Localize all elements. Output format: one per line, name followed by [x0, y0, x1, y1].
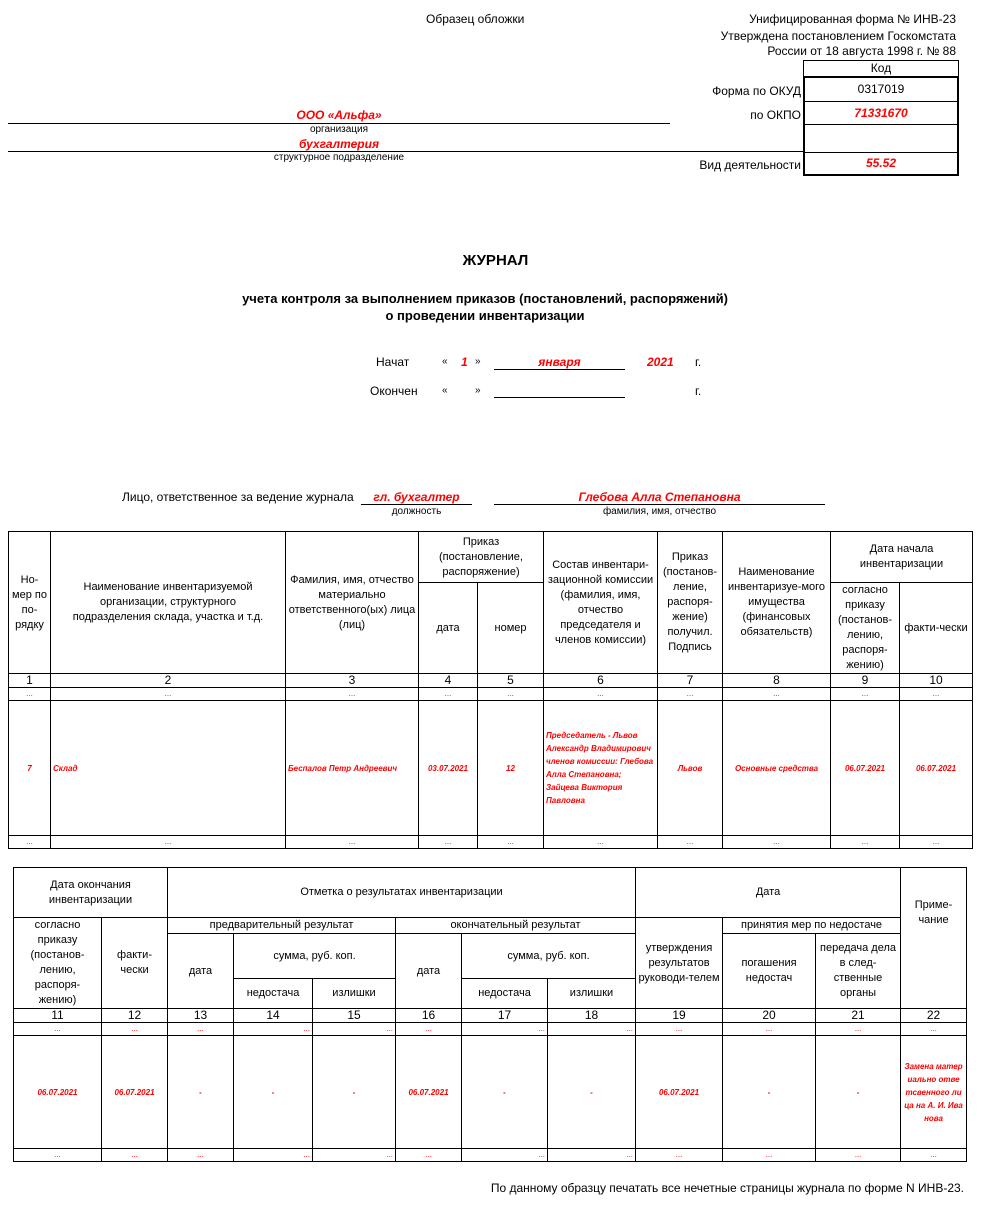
organization-caption: организация	[309, 124, 369, 135]
ellipsis-cell: ...	[462, 1023, 548, 1036]
ellipsis-cell: ...	[544, 836, 658, 849]
row-organization: Склад	[51, 701, 286, 836]
ellipsis-row	[9, 688, 973, 701]
header-c15: излишки	[313, 979, 396, 1009]
responsible-position: гл. бухгалтер	[373, 490, 460, 504]
ellipsis-cell: ...	[462, 1149, 548, 1162]
col-number: 22	[901, 1009, 967, 1023]
ellipsis-cell: ...	[313, 1023, 396, 1036]
header-c14: недостача	[234, 979, 313, 1009]
col-number: 16	[396, 1009, 462, 1023]
col-number: 17	[462, 1009, 548, 1023]
close-quote-end: »	[475, 385, 481, 396]
ellipsis-cell: ...	[286, 688, 419, 701]
activity-value: 55.52	[865, 156, 897, 170]
open-quote: «	[442, 356, 448, 367]
ellipsis-cell: ...	[636, 1023, 723, 1036]
row-responsible-person: Беспалов Петр Андреевич	[286, 701, 419, 836]
header-c22: Приме-чание	[901, 868, 967, 1009]
ellipsis-cell: ...	[14, 1149, 102, 1162]
responsible-name: Глебова Алла Степановна	[578, 490, 741, 504]
row-prelim-shortage: -	[234, 1036, 313, 1149]
header-c4: дата	[419, 583, 478, 674]
col-number: 9	[831, 674, 900, 688]
code-header: Код	[803, 60, 959, 77]
header-c16: дата	[396, 934, 462, 1009]
position-underline	[361, 504, 472, 505]
ellipsis-cell: ...	[831, 836, 900, 849]
ellipsis-cell: ...	[51, 688, 286, 701]
name-underline	[494, 504, 825, 505]
position-caption: должность	[391, 506, 442, 517]
row-approval-date: 06.07.2021	[636, 1036, 723, 1149]
open-quote-end: «	[442, 385, 448, 396]
start-year: 2021	[647, 355, 674, 369]
ellipsis-cell: ...	[900, 836, 973, 849]
header-sum-prelim: сумма, руб. коп.	[234, 934, 396, 979]
header-c18: излишки	[548, 979, 636, 1009]
header-c2: Наименование инвентаризуемой организации, структурного подразделения склада, участка и т.д.	[51, 532, 286, 674]
ellipsis-cell: ...	[168, 1023, 234, 1036]
col-number: 14	[234, 1009, 313, 1023]
ellipsis-row	[14, 1023, 967, 1036]
approved-line-2: России от 18 августа 1998 г. № 88	[767, 44, 956, 58]
ellipsis-cell: ...	[419, 688, 478, 701]
ellipsis-cell: ...	[548, 1149, 636, 1162]
ellipsis-cell: ...	[14, 1023, 102, 1036]
approved-line-1: Утверждена постановлением Госкомстата	[720, 29, 956, 43]
ellipsis-cell: ...	[9, 688, 51, 701]
ellipsis-cell: ...	[396, 1023, 462, 1036]
header-c5: номер	[478, 583, 544, 674]
ended-label: Окончен	[370, 384, 418, 398]
header-c17: недостача	[462, 979, 548, 1009]
header-order-group: Приказ (постановление, распоряжение)	[419, 532, 544, 583]
row-final-shortage: -	[462, 1036, 548, 1149]
row-transfer-date: -	[816, 1036, 901, 1149]
ellipsis-cell: ...	[419, 836, 478, 849]
department-value: бухгалтерия	[298, 137, 380, 151]
name-caption: фамилия, имя, отчество	[602, 506, 717, 517]
col-number: 5	[478, 674, 544, 688]
ellipsis-row	[9, 836, 973, 849]
header-c20: погашения недостач	[723, 934, 816, 1009]
header-end-group: Дата окончания инвентаризации	[14, 868, 168, 918]
ellipsis-cell: ...	[658, 688, 723, 701]
header-start-group: Дата начала инвентаризации	[831, 532, 973, 583]
header-c1: Но-мер по по-рядку	[9, 532, 51, 674]
ellipsis-cell: ...	[723, 688, 831, 701]
okud-value: 0317019	[805, 78, 957, 102]
col-number: 13	[168, 1009, 234, 1023]
row-start-actual: 06.07.2021	[900, 701, 973, 836]
header-results-group: Отметка о результатах инвентаризации	[168, 868, 636, 918]
journal-table-part-1	[8, 531, 973, 849]
form-name: Унифицированная форма № ИНВ-23	[749, 12, 956, 26]
ellipsis-cell: ...	[901, 1023, 967, 1036]
header-c19: утверждения результатов руководи-телем	[636, 918, 723, 1009]
header-prelim-group: предварительный результат	[168, 918, 396, 934]
start-month-underline	[494, 369, 625, 370]
col-number: 10	[900, 674, 973, 688]
journal-table-part-2	[13, 867, 967, 1162]
okpo-label: по ОКПО	[750, 108, 801, 122]
row-prelim-date: -	[168, 1036, 234, 1149]
ellipsis-cell: ...	[478, 688, 544, 701]
journal-subtitle-2: о проведении инвентаризации	[385, 308, 585, 323]
responsible-label: Лицо, ответственное за ведение журнала	[122, 490, 354, 504]
col-number: 12	[102, 1009, 168, 1023]
footer-note: По данному образцу печатать все нечетные страницы журнала по форме N ИНВ-23.	[490, 1181, 964, 1195]
row-prelim-surplus: -	[313, 1036, 396, 1149]
row-number: 7	[9, 701, 51, 836]
header-c12: факти-чески	[102, 918, 168, 1009]
code-box	[803, 76, 959, 176]
sample-title: Образец обложки	[426, 12, 525, 26]
header-c10: факти-чески	[900, 583, 973, 674]
row-final-surplus: -	[548, 1036, 636, 1149]
col-number: 2	[51, 674, 286, 688]
row-note: Замена материально ответсвенного лица на А. И. Иванова	[901, 1036, 967, 1149]
ellipsis-cell: ...	[313, 1149, 396, 1162]
close-quote: »	[475, 356, 481, 367]
header-final-group: окончательный результат	[396, 918, 636, 934]
ellipsis-cell: ...	[723, 1023, 816, 1036]
table-row	[14, 1036, 967, 1149]
ellipsis-cell: ...	[478, 836, 544, 849]
ellipsis-cell: ...	[900, 688, 973, 701]
ellipsis-cell: ...	[234, 1149, 313, 1162]
start-year-suffix: г.	[695, 355, 702, 369]
ellipsis-cell: ...	[9, 836, 51, 849]
col-number: 3	[286, 674, 419, 688]
okud-label: Форма по ОКУД	[712, 84, 801, 98]
ellipsis-cell: ...	[548, 1023, 636, 1036]
col-number: 1	[9, 674, 51, 688]
start-day: 1	[461, 355, 468, 369]
row-end-actual: 06.07.2021	[102, 1036, 168, 1149]
header-c11: согласно приказу (постанов-лению, распоря-жению)	[14, 918, 102, 1009]
ellipsis-cell: ...	[636, 1149, 723, 1162]
ellipsis-cell: ...	[234, 1023, 313, 1036]
ellipsis-cell: ...	[816, 1023, 901, 1036]
ellipsis-cell: ...	[658, 836, 723, 849]
start-month: января	[538, 355, 581, 369]
ellipsis-cell: ...	[168, 1149, 234, 1162]
header-c8: Наименование инвентаризуе-мого имущества (финансовых обязательств)	[723, 532, 831, 674]
row-final-date: 06.07.2021	[396, 1036, 462, 1149]
ellipsis-cell: ...	[901, 1149, 967, 1162]
row-start-by-order: 06.07.2021	[831, 701, 900, 836]
ellipsis-cell: ...	[723, 836, 831, 849]
col-number: 6	[544, 674, 658, 688]
header-c3: Фамилия, имя, отчество материально ответственного(ых) лица (лиц)	[286, 532, 419, 674]
organization-value: ООО «Альфа»	[296, 108, 382, 122]
department-caption: структурное подразделение	[273, 152, 405, 163]
journal-subtitle-1: учета контроля за выполнением приказов (постановлений, распоряжений)	[242, 291, 728, 306]
col-number: 20	[723, 1009, 816, 1023]
row-end-by-order: 06.07.2021	[14, 1036, 102, 1149]
ellipsis-cell: ...	[396, 1149, 462, 1162]
journal-title: ЖУРНАЛ	[462, 252, 529, 269]
ellipsis-row	[14, 1149, 967, 1162]
header-date-group: Дата	[636, 868, 901, 918]
col-number: 19	[636, 1009, 723, 1023]
ellipsis-cell: ...	[102, 1149, 168, 1162]
header-c6: Состав инвентари-зационной комиссии (фамилия, имя, отчество председателя и членов комиссии)	[544, 532, 658, 674]
row-repayment-date: -	[723, 1036, 816, 1149]
col-number: 21	[816, 1009, 901, 1023]
header-c7: Приказ (постанов-ление, распоря-жение) получил. Подпись	[658, 532, 723, 674]
row-order-number: 12	[478, 701, 544, 836]
ellipsis-cell: ...	[831, 688, 900, 701]
col-number: 11	[14, 1009, 102, 1023]
table-row	[9, 701, 973, 836]
col-number: 18	[548, 1009, 636, 1023]
empty-code-cell	[805, 125, 957, 153]
col-number: 15	[313, 1009, 396, 1023]
row-commission: Председатель - Львов Александр Владимирович членов комиссии: Глебова Алла Степановна; Зайцева Виктория Павловна	[544, 701, 658, 836]
col-number: 4	[419, 674, 478, 688]
ellipsis-cell: ...	[723, 1149, 816, 1162]
row-property: Основные средства	[723, 701, 831, 836]
ellipsis-cell: ...	[102, 1023, 168, 1036]
col-number: 7	[658, 674, 723, 688]
started-label: Начат	[376, 355, 410, 369]
header-c13: дата	[168, 934, 234, 1009]
activity-label: Вид деятельности	[699, 158, 801, 172]
header-measures-group: принятия мер по недостаче	[723, 918, 901, 934]
col-number: 8	[723, 674, 831, 688]
ellipsis-cell: ...	[286, 836, 419, 849]
ellipsis-cell: ...	[51, 836, 286, 849]
header-c21: передача дела в след-ственные органы	[816, 934, 901, 1009]
header-sum-final: сумма, руб. коп.	[462, 934, 636, 979]
row-signature: Львов	[658, 701, 723, 836]
ellipsis-cell: ...	[544, 688, 658, 701]
okpo-value: 71331670	[805, 102, 957, 125]
end-year-suffix: г.	[695, 384, 702, 398]
header-c9: согласно приказу (постанов-лению, распоря-жению)	[831, 583, 900, 674]
row-order-date: 03.07.2021	[419, 701, 478, 836]
end-month-underline[interactable]	[494, 397, 625, 398]
ellipsis-cell: ...	[816, 1149, 901, 1162]
